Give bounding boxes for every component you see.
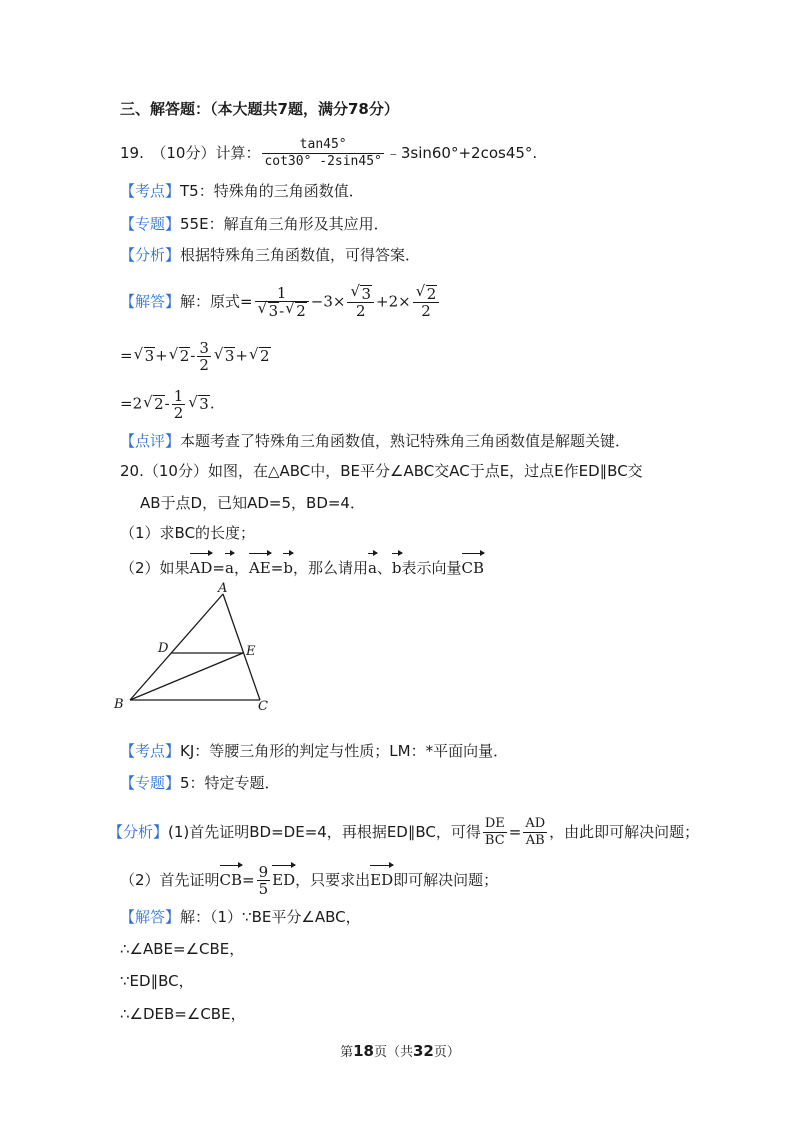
kaodian-text: T5：特殊角的三角函数值． bbox=[180, 182, 364, 200]
vector-AD: AD bbox=[190, 552, 213, 579]
q20-kaodian: 【考点】KJ：等腰三角形的判定与性质；LM：*平面向量． bbox=[120, 742, 509, 760]
side-AB bbox=[130, 594, 223, 700]
q19-zhuanti bbox=[120, 213, 389, 235]
jieda-lead: 解：原式= bbox=[180, 292, 253, 311]
triangle-figure bbox=[110, 580, 280, 715]
dianping-tag: 【点评】 bbox=[120, 432, 181, 450]
frac-DE-BC: $\frac{DE}{BC}$ bbox=[484, 816, 505, 848]
q20-sub2: （2）如果AD=a，AE=b，那么请用a、b表示向量CB bbox=[120, 552, 484, 579]
q20-stem-line2: AB于点D，已知AD=5，BD=4． bbox=[140, 494, 365, 512]
frac-sqrt3-over-2: √ $\frac{3}{2}$ bbox=[347, 285, 374, 319]
label-D: D bbox=[158, 641, 169, 656]
label-E: E bbox=[246, 644, 256, 659]
q19-jieda: 【解答】解：原式= 1 √ 3-√ 2 −3× √ $\frac{3}{2}$ +2× √ $\frac{2}{2}$ bbox=[120, 285, 441, 319]
vector-b: b bbox=[283, 552, 293, 579]
q20-step2: ∵ED∥BC， bbox=[120, 972, 194, 990]
page-footer: 第18页（共32页） bbox=[340, 1042, 460, 1060]
segment-BE bbox=[130, 653, 243, 700]
zhuanti-text: 55E：解直角三角形及其应用． bbox=[180, 215, 389, 233]
page-number: 18 bbox=[353, 1042, 374, 1060]
q19-kaodian bbox=[120, 180, 364, 202]
q19-prefix: 19. （10分）计算： bbox=[120, 144, 261, 162]
q20-zhuanti: 【专题】5：特定专题． bbox=[120, 774, 280, 792]
q20-fenxi2: （2）首先证明CB= $\frac{9}{5}$ ED，只要求出ED即可解决问题； bbox=[120, 863, 499, 898]
q20-fenxi: 【分析】(1)首先证明BD=DE=4，再根据ED∥BC，可得 $\frac{DE}{BC}$ = $\frac{AD}{AB}$ ，由此即可解决问题； bbox=[108, 816, 700, 848]
q19-step2: =2√ 2- $\frac{1}{2}$ √ 3. bbox=[120, 388, 215, 421]
q20-jieda: 【解答】解：（1）∵BE平分∠ABC， bbox=[120, 908, 361, 926]
q19-suffix: ﹣3sin60°+2cos45°. bbox=[385, 144, 538, 162]
vector-ED: ED bbox=[370, 864, 393, 891]
q19-dianping bbox=[120, 430, 630, 452]
q20-step1: ∴∠ABE=∠CBE， bbox=[120, 940, 245, 958]
q20-step3: ∴∠DEB=∠CBE， bbox=[120, 1005, 246, 1023]
fenxi-text: 根据特殊角三角函数值，可得答案． bbox=[180, 246, 421, 264]
q19-step1: =√ 3+√ 2- $\frac{3}{2}$ √ 3+√ 2 bbox=[120, 340, 271, 373]
frac-AD-AB: $\frac{AD}{AB}$ bbox=[525, 816, 546, 848]
q20-stem-line1: 20.（10分）如图，在△ABC中，BE平分∠ABC交AC于点E，过点E作ED∥BC交 bbox=[120, 462, 643, 480]
page-total: 32 bbox=[413, 1042, 434, 1060]
vector-CB: CB bbox=[462, 552, 485, 579]
jieda-tag: 【解答】 bbox=[120, 292, 181, 311]
kaodian-tag: 【考点】 bbox=[120, 182, 181, 200]
frac-9-5: $\frac{9}{5}$ bbox=[258, 863, 269, 898]
vector-a: a bbox=[225, 552, 234, 579]
section-title: 三、解答题：（本大题共7题，满分78分） bbox=[120, 100, 399, 118]
q19-frac-num: tan45° bbox=[262, 137, 383, 154]
label-C: C bbox=[258, 699, 268, 714]
vector-AE: AE bbox=[249, 552, 271, 579]
label-A: A bbox=[218, 581, 228, 596]
fenxi-tag: 【分析】 bbox=[120, 246, 181, 264]
frac-sqrt2-over-2: √ $\frac{2}{2}$ bbox=[413, 285, 440, 319]
frac-one-over-roots: 1 √ 3-√ 2 bbox=[255, 285, 309, 319]
q19-fraction bbox=[262, 137, 383, 170]
q19-frac-den: cot30° -2sin45° bbox=[264, 154, 382, 169]
zhuanti-tag: 【专题】 bbox=[120, 215, 181, 233]
label-B: B bbox=[114, 697, 124, 712]
dianping-text: 本题考查了特殊角三角函数值，熟记特殊角三角函数值是解题关键． bbox=[180, 432, 631, 450]
q20-sub1: （1）求BC的长度； bbox=[120, 524, 256, 542]
q19-stem bbox=[120, 137, 537, 170]
q19-fenxi bbox=[120, 244, 420, 266]
